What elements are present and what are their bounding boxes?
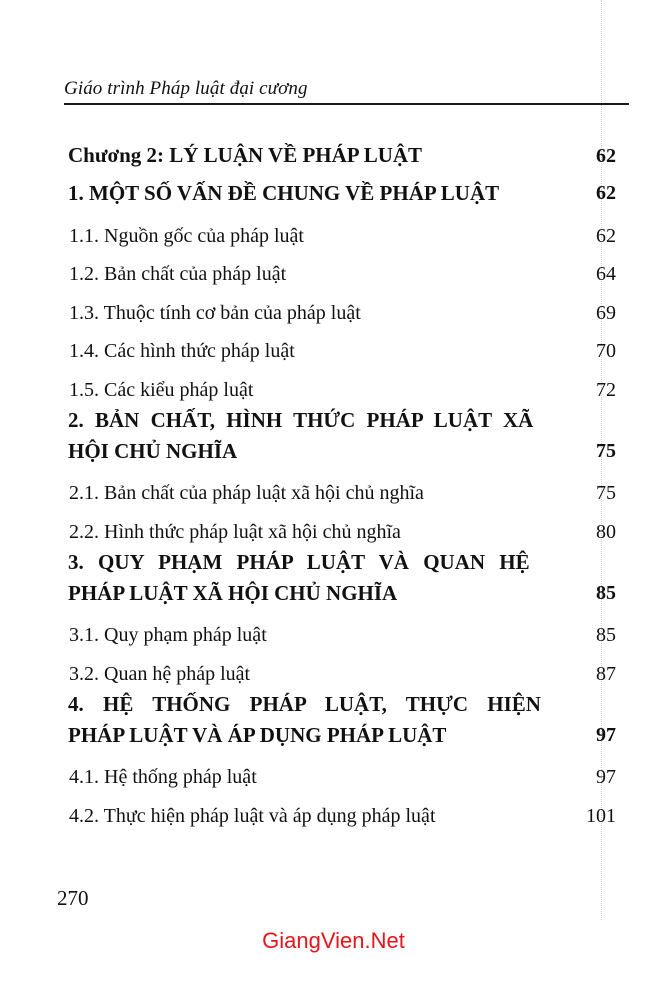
toc-subsection-title: 1.5. Các kiểu pháp luật xyxy=(69,378,254,401)
toc-subsection-entry[interactable] xyxy=(68,505,616,544)
toc-chapter-entry[interactable] xyxy=(68,128,616,168)
toc-section-title-line: PHÁP LUẬT XÃ HỘI CHỦ NGHĨA xyxy=(68,580,398,605)
toc-subsection-entry[interactable] xyxy=(68,286,616,325)
running-header xyxy=(64,78,629,105)
toc-subsection-title: 4.2. Thực hiện pháp luật và áp dụng pháp luật xyxy=(69,804,436,827)
toc-subsection-title: 3.2. Quan hệ pháp luật xyxy=(69,662,251,685)
toc-subsection-entry[interactable] xyxy=(68,467,616,506)
toc-page-number: 64 xyxy=(596,263,616,285)
toc-section-title-line: 4. HỆ THỐNG PHÁP LUẬT, THỰC HIỆN xyxy=(68,691,541,716)
toc-page-number: 62 xyxy=(596,145,616,167)
toc-subsection-title: 4.1. Hệ thống pháp luật xyxy=(69,766,257,788)
toc-subsection-entry[interactable] xyxy=(68,325,616,364)
toc-section-title-line: 3. QUY PHẠM PHÁP LUẬT VÀ QUAN HỆ xyxy=(68,549,530,574)
toc-page-number: 85 xyxy=(596,581,616,604)
toc-page-number: 75 xyxy=(596,482,616,504)
toc-page-number: 85 xyxy=(596,624,616,646)
toc-chapter-title: Chương 2: LÝ LUẬN VỀ PHÁP LUẬT xyxy=(68,143,423,167)
toc-page-number: 97 xyxy=(596,723,616,746)
toc-subsection-entry[interactable] xyxy=(68,209,616,248)
page-number: 270 xyxy=(57,886,89,910)
toc-section-entry[interactable] xyxy=(68,547,616,609)
toc-page-number: 97 xyxy=(596,766,616,788)
toc-subsection-title: 2.2. Hình thức pháp luật xã hội chủ nghĩa xyxy=(69,520,401,543)
toc-subsection-entry[interactable] xyxy=(68,609,616,648)
toc-subsection-title: 2.1. Bản chất của pháp luật xã hội chủ nghĩa xyxy=(69,482,424,504)
toc-subsection-title: 1.4. Các hình thức pháp luật xyxy=(69,340,295,362)
toc-section-title: 1. MỘT SỐ VẤN ĐỀ CHUNG VỀ PHÁP LUẬT xyxy=(68,181,500,205)
toc-page-number: 101 xyxy=(586,804,616,827)
toc-page-number: 72 xyxy=(596,378,616,401)
toc-subsection-entry[interactable] xyxy=(68,363,616,402)
toc-section-entry[interactable] xyxy=(68,405,616,467)
toc-subsection-title: 3.1. Quy phạm pháp luật xyxy=(69,624,267,646)
toc-subsection-title: 1.1. Nguồn gốc của pháp luật xyxy=(69,224,304,247)
toc-section-entry[interactable] xyxy=(68,689,616,751)
toc-page-number: 62 xyxy=(596,224,616,247)
running-title: Giáo trình Pháp luật đại cương xyxy=(64,78,308,99)
toc-section-title-line: HỘI CHỦ NGHĨA xyxy=(68,438,238,463)
toc-subsection-title: 1.2. Bản chất của pháp luật xyxy=(69,263,287,285)
table-of-contents xyxy=(68,128,616,828)
toc-section-title xyxy=(68,547,616,609)
watermark-link[interactable]: GiangVien.Net xyxy=(262,928,405,953)
toc-section-title xyxy=(68,405,616,467)
toc-section-entry[interactable] xyxy=(68,171,616,209)
toc-subsection-entry[interactable] xyxy=(68,789,616,828)
toc-page-number: 62 xyxy=(596,182,616,204)
toc-section-title-line: PHÁP LUẬT VÀ ÁP DỤNG PHÁP LUẬT xyxy=(68,722,447,747)
toc-page-number: 69 xyxy=(596,301,616,324)
toc-subsection-entry[interactable] xyxy=(68,647,616,686)
toc-subsection-entry[interactable] xyxy=(68,751,616,790)
toc-page-number: 80 xyxy=(596,520,616,543)
toc-page-number: 87 xyxy=(596,662,616,685)
toc-page-number: 75 xyxy=(596,439,616,462)
toc-page-number: 70 xyxy=(596,340,616,362)
toc-subsection-title: 1.3. Thuộc tính cơ bản của pháp luật xyxy=(69,301,361,324)
toc-section-title xyxy=(68,689,616,751)
toc-subsection-entry[interactable] xyxy=(68,248,616,287)
toc-section-title-line: 2. BẢN CHẤT, HÌNH THỨC PHÁP LUẬT XÃ xyxy=(68,407,534,432)
